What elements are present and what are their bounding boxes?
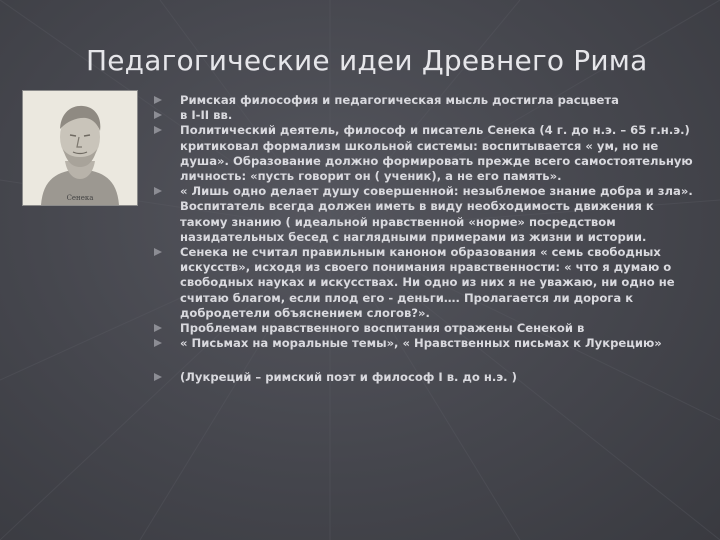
portrait-caption: Сенека: [66, 194, 94, 202]
arrow-bullet-icon: [154, 324, 162, 332]
bullet-text: Сенека не считал правильным каноном образования « семь свободных искусств», исходя из своего понимания нравственности: « что я думаю о свободных науках и искусствах. Ни одно из них я не уважаю, ни одно не считаю благом, если плод его - деньги…. Пролагается ли дорога к добродетели объяснением слогов?».: [180, 245, 675, 320]
arrow-bullet-icon: [154, 111, 162, 119]
bullet-text: в I-II вв.: [180, 108, 233, 123]
bullet-item: [154, 245, 704, 321]
bullet-item: [154, 184, 704, 245]
arrow-bullet-icon: [154, 373, 162, 381]
arrow-bullet-icon: [154, 339, 162, 347]
bullet-text: (Лукреций – римский поэт и философ I в. до н.э. ): [180, 370, 517, 385]
arrow-bullet-icon: [154, 96, 162, 104]
bullet-text: « Лишь одно делает душу совершенной: незыблемое знание добра и зла». Воспитатель всегда должен иметь в виду необходимость движения к такому знанию ( идеальной нравственной «норме» посредством назидательных бесед с наглядными примерами из жизни и истории.: [180, 184, 693, 244]
bullet-item: [154, 108, 704, 123]
arrow-bullet-icon: [154, 126, 162, 134]
bullet-text: « Письмах на моральные темы», « Нравственных письмах к Лукрецию»: [180, 336, 662, 351]
arrow-bullet-icon: [154, 248, 162, 256]
seneca-portrait: [22, 90, 138, 206]
bullet-item: [154, 93, 704, 108]
bullet-text: Римская философия и педагогическая мысль достигла расцвета: [180, 93, 619, 107]
bullet-item: [154, 370, 704, 385]
bullet-list: [154, 93, 704, 386]
bullet-item: [154, 123, 704, 184]
bullet-text: Политический деятель, философ и писатель Сенека (4 г. до н.э. – 65 г.н.э.) критиковал формализм школьной системы: воспитывается « ум, но не душа». Образование должно формировать прежде всего самостоятельную личность: «пусть говорит он ( ученик), а не его память».: [180, 123, 693, 184]
arrow-bullet-icon: [154, 187, 162, 195]
slide-title: Педагогические идеи Древнего Рима: [86, 44, 648, 77]
bullet-item: [154, 321, 704, 336]
bullet-text: Проблемам нравственного воспитания отражены Сенекой в: [180, 321, 585, 336]
seneca-bust-image: [23, 91, 137, 205]
bullet-item: [154, 336, 704, 351]
